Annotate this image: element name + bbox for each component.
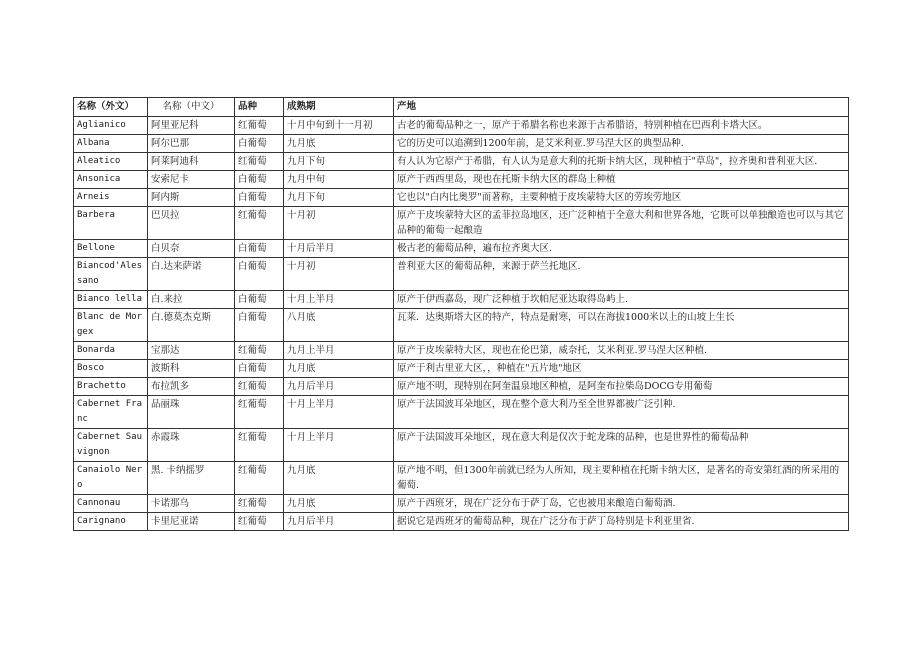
origin-cell: 原产于法国波耳朵地区，现在意大利是仅次于蛇龙珠的品种，也是世界性的葡萄品种 <box>394 429 849 462</box>
variety-cell: 红葡萄 <box>235 513 284 531</box>
variety-cell: 红葡萄 <box>235 207 284 240</box>
chinese-name-cell: 阿内斯 <box>148 189 235 207</box>
origin-cell: 极古老的葡萄品种，遍布拉齐奥大区. <box>394 240 849 258</box>
origin-cell: 原产于法国波耳朵地区，现在整个意大利乃至全世界都被广泛引种. <box>394 396 849 429</box>
foreign-name-cell: Biancod'Alessano <box>74 258 148 291</box>
chinese-name-cell: 卡里尼亚诺 <box>148 513 235 531</box>
table-row <box>74 258 849 291</box>
chinese-name-cell: 赤霞珠 <box>148 429 235 462</box>
chinese-name-cell: 布拉凯多 <box>148 378 235 396</box>
chinese-name-cell: 黑. 卡纳摇罗 <box>148 462 235 495</box>
table-row <box>74 513 849 531</box>
header-chinese-name: 名称（中文） <box>148 98 235 117</box>
chinese-name-cell: 宝那达 <box>148 342 235 360</box>
chinese-name-cell: 白.达来萨诺 <box>148 258 235 291</box>
foreign-name-cell: Canaiolo Nero <box>74 462 148 495</box>
chinese-name-cell: 卡诺那乌 <box>148 495 235 513</box>
chinese-name-cell: 白贝奈 <box>148 240 235 258</box>
chinese-name-cell: 安索尼卡 <box>148 171 235 189</box>
ripening-cell: 九月后半月 <box>284 513 394 531</box>
table-row <box>74 153 849 171</box>
foreign-name-cell: Cabernet Sauvignon <box>74 429 148 462</box>
table-row <box>74 378 849 396</box>
foreign-name-cell: Ansonica <box>74 171 148 189</box>
ripening-cell: 九月上半月 <box>284 342 394 360</box>
variety-cell: 白葡萄 <box>235 189 284 207</box>
foreign-name-cell: Arneis <box>74 189 148 207</box>
origin-cell: 原产于利古里亚大区，，种植在"五片地"地区 <box>394 360 849 378</box>
ripening-cell: 十月上半月 <box>284 429 394 462</box>
header-ripening: 成熟期 <box>284 98 394 117</box>
variety-cell: 白葡萄 <box>235 309 284 342</box>
variety-cell: 白葡萄 <box>235 258 284 291</box>
foreign-name-cell: Aleatico <box>74 153 148 171</box>
variety-cell: 红葡萄 <box>235 495 284 513</box>
foreign-name-cell: Bianco lella <box>74 291 148 309</box>
table-row <box>74 117 849 135</box>
variety-cell: 白葡萄 <box>235 171 284 189</box>
origin-cell: 古老的葡萄品种之一，原产于希腊名称也来源于古希腊语，特别种植在巴西利卡塔大区。 <box>394 117 849 135</box>
ripening-cell: 十月后半月 <box>284 240 394 258</box>
ripening-cell: 十月初 <box>284 258 394 291</box>
origin-cell: 原产于伊西嘉岛，现广泛种植于坎帕尼亚达取得岛屿上. <box>394 291 849 309</box>
ripening-cell: 十月上半月 <box>284 291 394 309</box>
variety-cell: 红葡萄 <box>235 462 284 495</box>
foreign-name-cell: Bonarda <box>74 342 148 360</box>
origin-cell: 普利亚大区的葡萄品种，来源于萨兰托地区. <box>394 258 849 291</box>
variety-cell: 白葡萄 <box>235 291 284 309</box>
variety-cell: 红葡萄 <box>235 153 284 171</box>
foreign-name-cell: Barbera <box>74 207 148 240</box>
variety-cell: 红葡萄 <box>235 117 284 135</box>
origin-cell: 有人认为它原产于希腊，有人认为是意大利的托斯卡纳大区，现种植于"草岛"，拉齐奥和普利亚大区. <box>394 153 849 171</box>
table-row <box>74 189 849 207</box>
foreign-name-cell: Aglianico <box>74 117 148 135</box>
table-row <box>74 462 849 495</box>
table-row <box>74 135 849 153</box>
origin-cell: 它的历史可以追溯到1200年前，是艾米利亚.罗马涅大区的典型品种. <box>394 135 849 153</box>
variety-cell: 白葡萄 <box>235 135 284 153</box>
origin-cell: 原产地不明，但1300年前就已经为人所知，现主要种植在托斯卡纳大区，是著名的奇安第红酒的所采用的葡萄. <box>394 462 849 495</box>
origin-cell: 原产于皮埃蒙特大区的孟菲拉岛地区，还广泛种植于全意大利和世界各地，它既可以单独酿造也可以与其它品种的葡萄一起酿造 <box>394 207 849 240</box>
origin-cell: 原产于皮埃蒙特大区，现也在伦巴第，威奈托，艾米利亚.罗马涅大区种植. <box>394 342 849 360</box>
ripening-cell: 九月底 <box>284 360 394 378</box>
grape-varieties-table <box>73 97 849 531</box>
foreign-name-cell: Cannonau <box>74 495 148 513</box>
origin-cell: 原产于西西里岛，现也在托斯卡纳大区的群岛上种植 <box>394 171 849 189</box>
table-row <box>74 171 849 189</box>
chinese-name-cell: 白.来拉 <box>148 291 235 309</box>
ripening-cell: 十月初 <box>284 207 394 240</box>
ripening-cell: 九月中旬 <box>284 171 394 189</box>
origin-cell: 原产地不明，现特别在阿奎温泉地区种植，是阿奎布拉柴岛DOCG专用葡萄 <box>394 378 849 396</box>
chinese-name-cell: 阿尔巴那 <box>148 135 235 153</box>
chinese-name-cell: 品丽珠 <box>148 396 235 429</box>
ripening-cell: 十月中旬到十一月初 <box>284 117 394 135</box>
ripening-cell: 九月底 <box>284 462 394 495</box>
table-row <box>74 360 849 378</box>
variety-cell: 红葡萄 <box>235 396 284 429</box>
origin-cell: 瓦莱．达奥斯塔大区的特产，特点是耐寒，可以在海拔1000米以上的山坡上生长 <box>394 309 849 342</box>
variety-cell: 红葡萄 <box>235 342 284 360</box>
chinese-name-cell: 阿莱阿迪科 <box>148 153 235 171</box>
foreign-name-cell: Carignano <box>74 513 148 531</box>
origin-cell: 原产于西班牙，现在广泛分布于萨丁岛，它也被用来酿造白葡萄酒. <box>394 495 849 513</box>
variety-cell: 白葡萄 <box>235 360 284 378</box>
variety-cell: 红葡萄 <box>235 429 284 462</box>
table-row <box>74 342 849 360</box>
chinese-name-cell: 波斯科 <box>148 360 235 378</box>
table-row <box>74 429 849 462</box>
chinese-name-cell: 阿里亚尼科 <box>148 117 235 135</box>
ripening-cell: 九月底 <box>284 495 394 513</box>
ripening-cell: 九月后半月 <box>284 378 394 396</box>
chinese-name-cell: 白.德莫杰克斯 <box>148 309 235 342</box>
origin-cell: 它也以"白内比奥罗"而著称，主要种植于皮埃蒙特大区的劳埃劳地区 <box>394 189 849 207</box>
table-row <box>74 207 849 240</box>
foreign-name-cell: Albana <box>74 135 148 153</box>
ripening-cell: 九月下旬 <box>284 189 394 207</box>
ripening-cell: 八月底 <box>284 309 394 342</box>
origin-cell: 据说它是西班牙的葡萄品种，现在广泛分布于萨丁岛特别是卡利亚里省. <box>394 513 849 531</box>
table-row <box>74 240 849 258</box>
ripening-cell: 十月上半月 <box>284 396 394 429</box>
header-foreign-name: 名称（外文） <box>74 98 148 117</box>
foreign-name-cell: Bosco <box>74 360 148 378</box>
ripening-cell: 九月下旬 <box>284 153 394 171</box>
header-origin: 产地 <box>394 98 849 117</box>
table-row <box>74 291 849 309</box>
foreign-name-cell: Cabernet Franc <box>74 396 148 429</box>
header-variety: 品种 <box>235 98 284 117</box>
foreign-name-cell: Blanc de Morgex <box>74 309 148 342</box>
ripening-cell: 九月底 <box>284 135 394 153</box>
table-row <box>74 396 849 429</box>
variety-cell: 红葡萄 <box>235 378 284 396</box>
foreign-name-cell: Brachetto <box>74 378 148 396</box>
table-row <box>74 495 849 513</box>
chinese-name-cell: 巴贝拉 <box>148 207 235 240</box>
table-row <box>74 309 849 342</box>
table-header-row <box>74 98 849 117</box>
variety-cell: 白葡萄 <box>235 240 284 258</box>
foreign-name-cell: Bellone <box>74 240 148 258</box>
